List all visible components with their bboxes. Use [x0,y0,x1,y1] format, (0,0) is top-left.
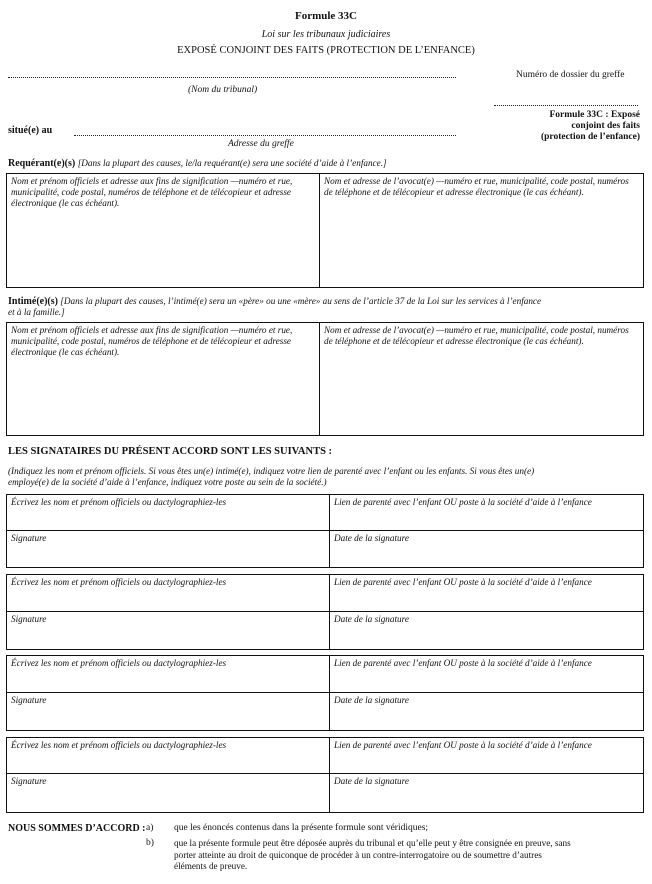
agreement-item-b [174,838,646,873]
signatory-signature-field[interactable]: Signature [11,776,47,786]
signatory-signature-field[interactable]: Signature [11,533,47,543]
signatory-name-field[interactable]: Écrivez les nom et prénom officiels ou dactylographiez-les [11,740,227,750]
respondent-lawyer-cell[interactable]: Nom et adresse de l’avocat(e) —numéro et rue, municipalité, code postal, numéros de téléphone et de télécopieur et adresse électronique (le cas échéant). [324,325,629,346]
located-at-label: situé(e) au [8,125,53,136]
agreement-item-b-line-2: porter atteinte au droit de quiconque de procéder à un contre-interrogatoire ou de soumettre d’autres [174,849,542,860]
signatories-heading: LES SIGNATAIRES DU PRÉSENT ACCORD SONT LES SUIVANTS : [8,446,333,457]
agreement-item-b-letter: b) [146,838,154,848]
agreement-heading: NOUS SOMMES D’ACCORD : [8,823,146,834]
signatory-relation-field[interactable]: Lien de parenté avec l’enfant OU poste à la société d’aide à l’enfance [334,497,592,507]
signatory-relation-field[interactable]: Lien de parenté avec l’enfant OU poste à la société d’aide à l’enfance [334,577,592,587]
signatory-name-field[interactable]: Écrivez les nom et prénom officiels ou dactylographiez-les [11,577,227,587]
agreement-item-a-letter: a) [146,823,154,833]
signatory-date-field[interactable]: Date de la signature [334,614,409,624]
respondent-party-cell[interactable]: Nom et prénom officiels et adresse aux fins de signification —numéro et rue, municipalité, code postal, numéros de téléphone et de télécopieur et adresse électronique (le cas échéant). [11,325,293,357]
signatories-instructions-1: (Indiquez les nom et prénom officiels. Si vous êtes un(e) intimé(e), indiquez votre lien de parenté avec l’enfant ou les enfants. Si vous êtes un(e) [8,466,535,476]
applicants-heading-note: [Dans la plupart des causes, le/la requérant(e) sera une société d’aide à l’enfance.] [77,158,387,168]
signatories-instructions [8,466,648,488]
court-name-field[interactable] [8,76,456,78]
respondents-heading-note-2: et à la famille.] [8,307,65,317]
signatory-date-field[interactable]: Date de la signature [334,533,409,543]
file-number-field[interactable] [494,104,638,106]
form-reference-line-3: (protection de l’enfance) [540,132,640,142]
respondents-heading-label: Intimé(e)(s) [8,296,58,307]
respondents-heading-note-1: [Dans la plupart des causes, l’intimé(e) sera un «père» ou une «mère» au sens de l’article 37 de la Loi sur les services à l’enfance [60,296,542,306]
signatory-signature-field[interactable]: Signature [11,614,47,624]
form-reference-line-2: conjoint des faits [571,121,640,131]
court-name-caption: (Nom du tribunal) [188,85,258,95]
agreement-item-a: que les énoncés contenus dans la présente formule sont véridiques; [174,823,429,833]
signatory-name-field[interactable]: Écrivez les nom et prénom officiels ou dactylographiez-les [11,658,227,668]
applicants-heading-label: Requérant(e)(s) [8,158,76,169]
court-address-caption: Adresse du greffe [228,139,294,149]
signatory-relation-field[interactable]: Lien de parenté avec l’enfant OU poste à la société d’aide à l’enfance [334,740,592,750]
signatory-name-field[interactable]: Écrivez les nom et prénom officiels ou dactylographiez-les [11,497,227,507]
signatory-relation-field[interactable]: Lien de parenté avec l’enfant OU poste à la société d’aide à l’enfance [334,658,592,668]
respondents-heading [8,296,644,318]
form-reference-line-1: Formule 33C : Exposé [549,110,640,120]
law-name: Loi sur les tribunaux judiciaires [261,29,391,40]
agreement-item-b-line-1: que la présente formule peut être déposée auprès du tribunal et qu’elle peut y être consignée en preuve, sans [174,838,571,848]
signatory-date-field[interactable]: Date de la signature [334,695,409,705]
signatory-signature-field[interactable]: Signature [11,695,47,705]
form-number: Formule 33C [294,10,357,22]
applicants-heading [8,158,387,169]
applicant-lawyer-cell[interactable]: Nom et adresse de l’avocat(e) —numéro et rue, municipalité, code postal, numéros de téléphone et de télécopieur et adresse électronique (le cas échéant). [324,176,629,197]
signatories-instructions-2: employé(e) de la société d’aide à l’enfance, indiquez votre poste au sein de la société.) [8,477,327,487]
file-number-label: Numéro de dossier du greffe [516,70,625,80]
signatory-date-field[interactable]: Date de la signature [334,776,409,786]
form-reference [541,110,640,143]
agreement-item-b-line-3: éléments de preuve. [174,861,248,871]
form-title: EXPOSÉ CONJOINT DES FAITS (PROTECTION DE L’ENFANCE) [177,45,475,56]
court-address-field[interactable] [74,134,456,136]
applicant-party-cell[interactable]: Nom et prénom officiels et adresse aux fins de signification —numéro et rue, municipalité, code postal, numéros de téléphone et de télécopieur et adresse électronique (le cas échéant). [11,176,293,208]
